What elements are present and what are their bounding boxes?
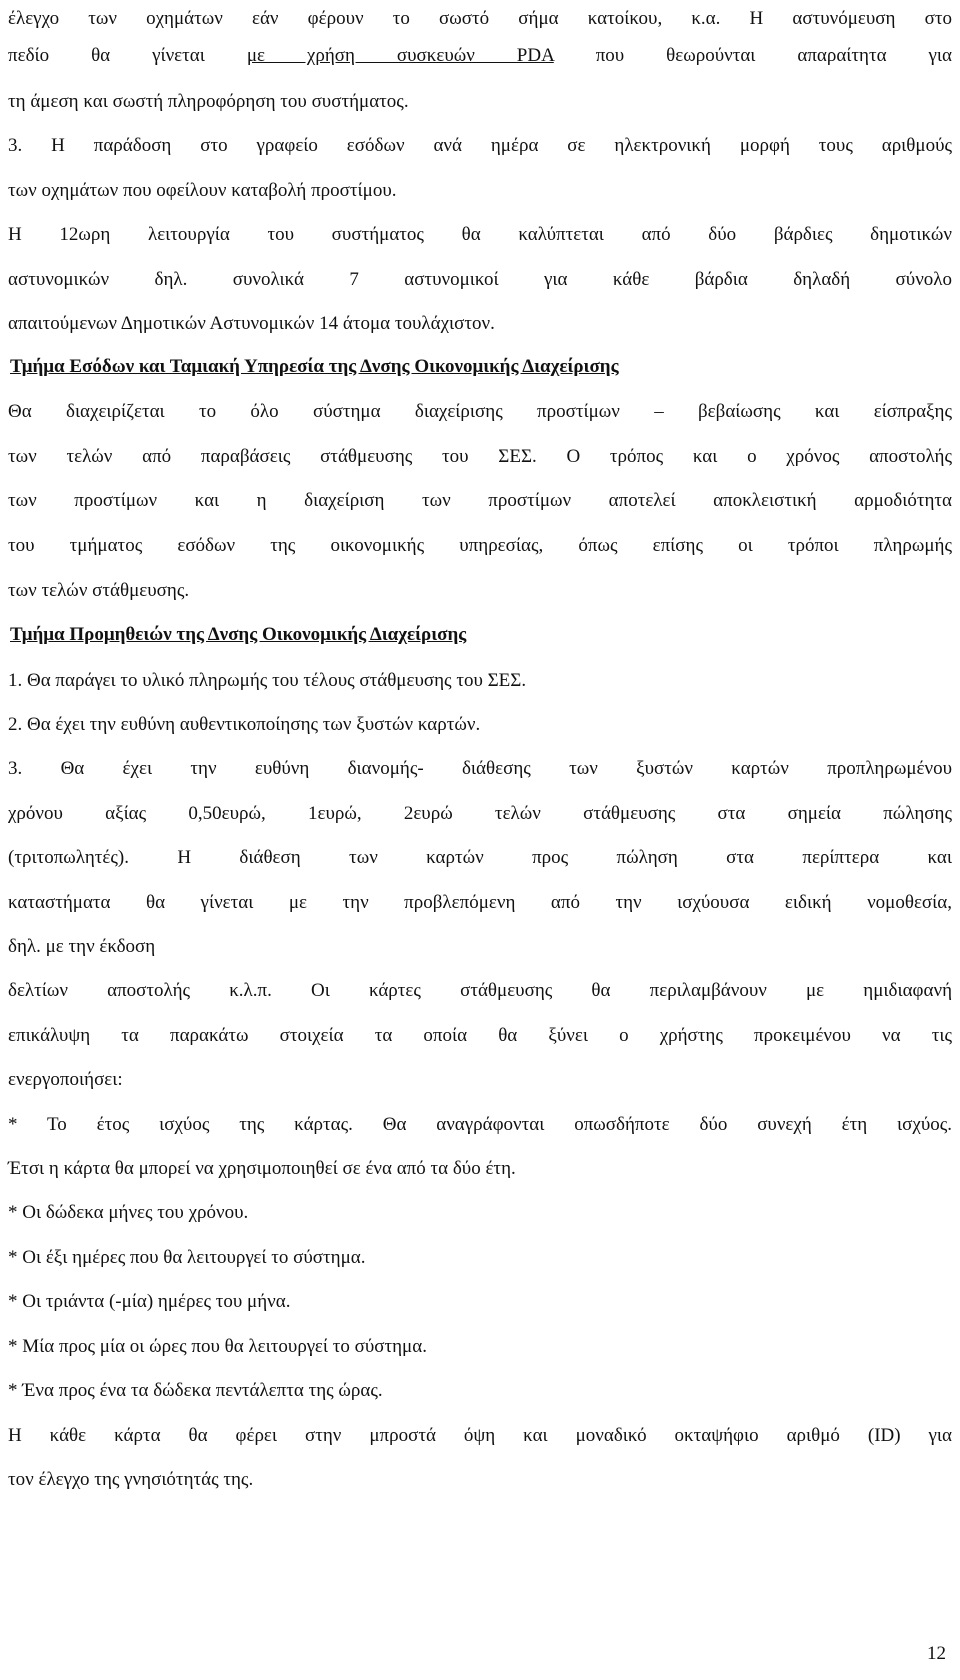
text-line: Θα διαχειρίζεται το όλο σύστημα διαχείρισης προστίμων – βεβαίωσης και είσπραξης xyxy=(8,401,952,422)
text-line xyxy=(8,45,952,67)
text-line: τον έλεγχο της γνησιότητάς της. xyxy=(8,1469,254,1490)
list-item: 1. Θα παράγει το υλικό πληρωμής του τέλους στάθμευσης του ΣΕΣ. xyxy=(8,670,527,691)
bullet-item: * Μία προς μία οι ώρες που θα λειτουργεί το σύστημα. xyxy=(8,1336,427,1357)
text-line: των οχημάτων που οφείλουν καταβολή προστίμου. xyxy=(8,180,397,201)
text-span: πεδίο θα γίνεται xyxy=(8,45,247,66)
text-line: Η 12ωρη λειτουργία του συστήματος θα καλύπτεται από δύο βάρδιες δημοτικών xyxy=(8,224,952,245)
list-item: 2. Θα έχει την ευθύνη αυθεντικοποίησης των ξυστών καρτών. xyxy=(8,714,481,735)
text-line: Η κάθε κάρτα θα φέρει στην μπροστά όψη και μοναδικό οκταψήφιο αριθμό (ID) για xyxy=(8,1425,952,1446)
text-line: ενεργοποιήσει: xyxy=(8,1069,123,1090)
text-line: τη άμεση και σωστή πληροφόρηση του συστήματος. xyxy=(8,91,409,112)
list-item: 3. Θα έχει την ευθύνη διανομής- διάθεσης των ξυστών καρτών προπληρωμένου xyxy=(8,758,952,779)
text-line: των προστίμων και η διαχείριση των προστίμων αποτελεί αποκλειστική αρμοδιότητα xyxy=(8,490,952,511)
text-line: καταστήματα θα γίνεται με την προβλεπόμενη από την ισχύουσα ειδική νομοθεσία, xyxy=(8,892,952,913)
page-number: 12 xyxy=(927,1643,946,1664)
bullet-item: * Οι δώδεκα μήνες του χρόνου. xyxy=(8,1202,249,1223)
text-line: έλεγχο των οχημάτων εάν φέρουν το σωστό σήμα κατοίκου, κ.α. Η αστυνόμευση στο xyxy=(8,8,952,29)
bullet-item: * Ένα προς ένα τα δώδεκα πεντάλεπτα της ώρας. xyxy=(8,1380,383,1401)
text-line: των τελών στάθμευσης. xyxy=(8,580,190,601)
text-line: του τμήματος εσόδων της οικονομικής υπηρεσίας, όπως επίσης οι τρόποι πληρωμής xyxy=(8,535,952,556)
bullet-item: * Οι έξι ημέρες που θα λειτουργεί το σύστημα. xyxy=(8,1247,366,1268)
bullet-item: * Το έτος ισχύος της κάρτας. Θα αναγράφονται οπωσδήποτε δύο συνεχή έτη ισχύος. xyxy=(8,1114,952,1135)
text-line: αστυνομικών δηλ. συνολικά 7 αστυνομικοί για κάθε βάρδια δηλαδή σύνολο xyxy=(8,269,952,290)
bullet-item: * Οι τριάντα (-μία) ημέρες του μήνα. xyxy=(8,1291,291,1312)
text-line: απαιτούμενων Δημοτικών Αστυνομικών 14 άτομα τουλάχιστον. xyxy=(8,313,495,334)
text-line: επικάλυψη τα παρακάτω στοιχεία τα οποία θα ξύνει ο χρήστης προκειμένου να τις xyxy=(8,1025,952,1046)
text-line: (τριτοπωλητές). Η διάθεση των καρτών προς πώληση στα περίπτερα και xyxy=(8,847,952,868)
text-line: δηλ. με την έκδοση xyxy=(8,936,156,957)
text-line: χρόνου αξίας 0,50ευρώ, 1ευρώ, 2ευρώ τελών στάθμευσης στα σημεία πώλησης xyxy=(8,803,952,824)
text-line: των τελών από παραβάσεις στάθμευσης του ΣΕΣ. Ο τρόπος και ο χρόνος αποστολής xyxy=(8,446,952,467)
section-heading-procurement: Τμήμα Προμηθειών της Δνσης Οικονομικής Διαχείρισης xyxy=(10,624,467,645)
text-line: 3. Η παράδοση στο γραφείο εσόδων ανά ημέρα σε ηλεκτρονική μορφή τους αριθμούς xyxy=(8,135,952,156)
text-line: δελτίων αποστολής κ.λ.π. Οι κάρτες στάθμευσης θα περιλαμβάνουν με ημιδιαφανή xyxy=(8,980,952,1001)
section-heading-revenue: Τμήμα Εσόδων και Ταμιακή Υπηρεσία της Δνσης Οικονομικής Διαχείρισης xyxy=(10,356,619,377)
underlined-text: με χρήση συσκευών PDA xyxy=(246,45,554,66)
text-line: Έτσι η κάρτα θα μπορεί να χρησιμοποιηθεί σε ένα από τα δύο έτη. xyxy=(8,1158,516,1179)
text-span: που θεωρούνται απαραίτητα για xyxy=(553,45,952,66)
